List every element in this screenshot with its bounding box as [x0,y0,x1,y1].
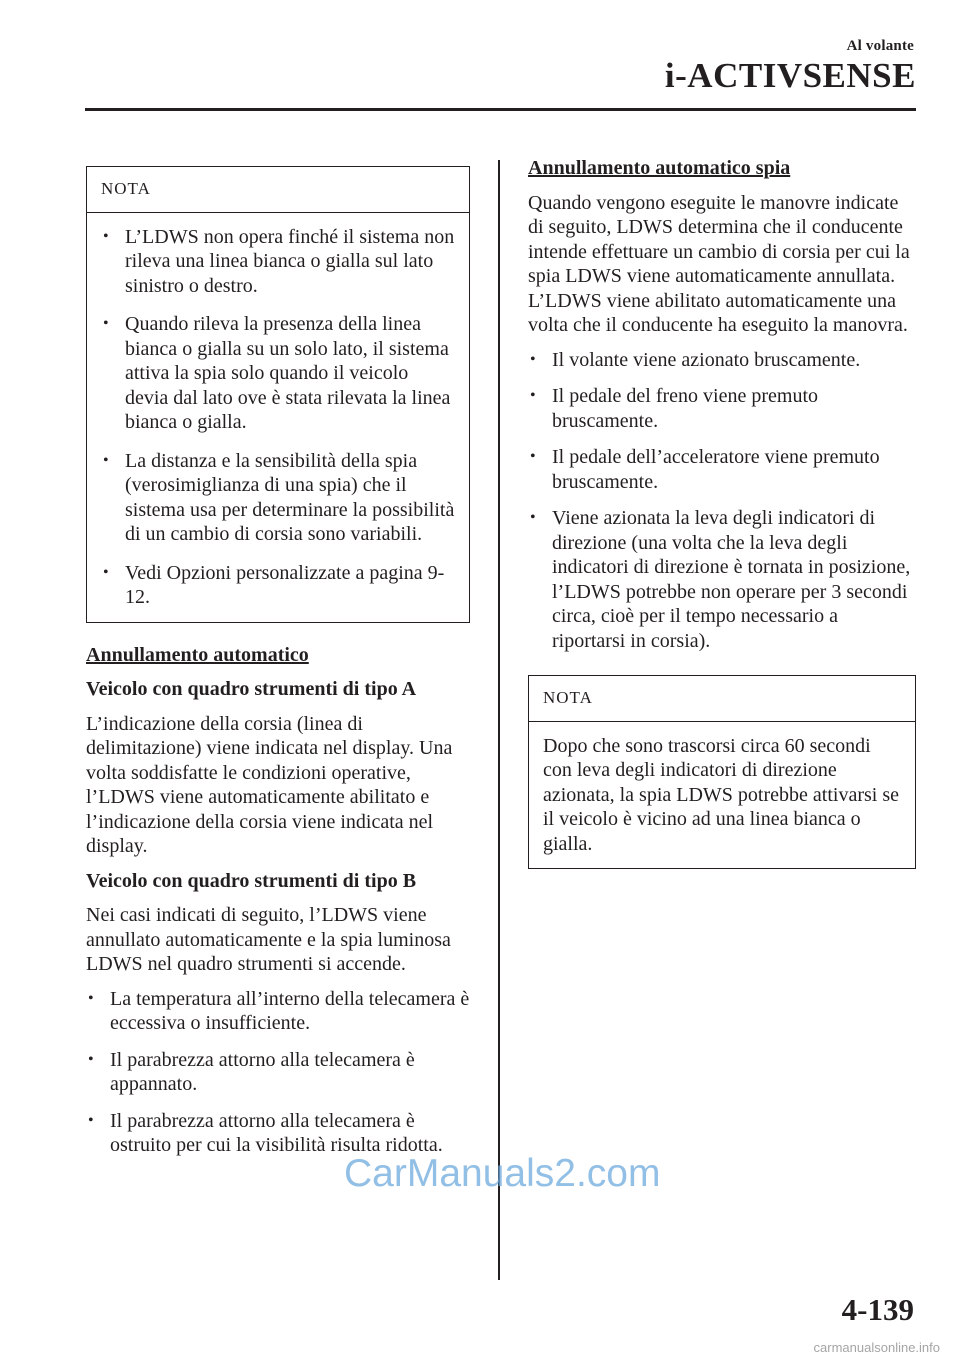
bullet-icon: • [88,1111,94,1129]
bullet-icon: • [103,315,109,332]
note-heading: NOTA [87,167,469,213]
section-title-warning-cancel: Annullamento automatico spia [528,157,791,179]
note-heading: NOTA [529,676,915,722]
list-item: • Quando rileva la presenza della linea bianca o gialla su un solo lato, il sistema attiva la spia solo quando il veicolo devia dal lato ove è stata rilevata la linea bianca o gialla. [103,313,451,433]
section-title-auto-cancel: Annullamento automatico [86,643,309,666]
paragraph-type-a: L’indicazione della corsia (linea di delimitazione) viene indicata nel display. Una volta soddisfatte le condizioni operative, l’LDWS viene automaticamente abilitato e l’indicazione della corsia viene indicata nel display. [86,712,453,857]
note-body [87,213,469,622]
bullet-icon: • [530,448,536,465]
list-item: • Il parabrezza attorno alla telecamera è ostruito per cui la visibilità risulta ridotta. [88,1109,443,1156]
right-column [528,156,916,869]
list-item: • Il pedale del freno viene premuto bruscamente. [530,385,818,432]
column-divider [498,160,500,1280]
list-item: • Viene azionata la leva degli indicatori di direzione (una volta che la leva degli indicatori di direzione è tornata in posizione, l’LDWS potrebbe non operare per 3 secondi circa, cioè per il tempo necessario a riportarsi in corsia). [530,507,911,652]
bullet-icon: • [530,509,536,526]
note-text: Dopo che sono trascorsi circa 60 secondi con leva degli indicatori di direzione azionata, la spia LDWS potrebbe attivarsi se il veicolo è vicino ad una linea bianca o gialla. [543,734,899,855]
bullet-icon: • [530,387,536,404]
watermark-logo: CarManuals2.com [344,1152,661,1195]
maneuver-list [528,348,916,654]
left-column [86,166,470,1170]
list-item: • La distanza e la sensibilità della spia (verosimiglianza di una spia) che il sistema usa per determinare la possibilità di un cambio di corsia sono variabili. [103,449,455,545]
bullet-icon: • [103,563,109,581]
bullet-icon: • [88,1050,94,1068]
note-box-left [86,166,470,623]
paragraph-type-b: Nei casi indicati di seguito, l’LDWS viene annullato automaticamente e la spia luminosa LDWS nel quadro strumenti si accende. [86,904,451,975]
bullet-icon: • [88,989,94,1007]
header-chapter: Al volante [846,38,914,54]
subtitle-type-b: Veicolo con quadro strumenti di tipo B [86,869,417,892]
paragraph-intro: Quando vengono eseguite le manovre indicate di seguito, LDWS determina che il conducente intende effettuare un cambio di corsia per cui la spia LDWS viene automaticamente annullata. L’LDWS viene abilitato automaticamente una volta che il conducente ha eseguito la manovra. [528,191,910,336]
conditions-list [86,987,470,1158]
note-box-right [528,675,916,869]
note-body [529,722,915,869]
list-item: • La temperatura all’interno della telecamera è eccessiva o insufficiente. [88,987,470,1034]
footer-url: carmanualsonline.info [813,1340,940,1355]
bullet-icon: • [103,451,109,469]
list-item: • Il parabrezza attorno alla telecamera è appannato. [88,1048,415,1095]
page-title: i-ACTIVSENSE [664,56,916,95]
bullet-icon: • [530,350,536,368]
list-item: • Il pedale dell’acceleratore viene premuto bruscamente. [530,446,880,493]
list-item: • Il volante viene azionato bruscamente. [530,348,861,371]
header-rule [85,108,916,111]
bullet-icon: • [103,227,109,245]
page-number: 4-139 [841,1292,914,1327]
list-item: • Vedi Opzioni personalizzate a pagina 9-12. [103,561,445,608]
subtitle-type-a: Veicolo con quadro strumenti di tipo A [86,678,417,700]
list-item: • L’LDWS non opera finché il sistema non rileva una linea bianca o gialla sul lato sinistro o destro. [103,225,455,297]
